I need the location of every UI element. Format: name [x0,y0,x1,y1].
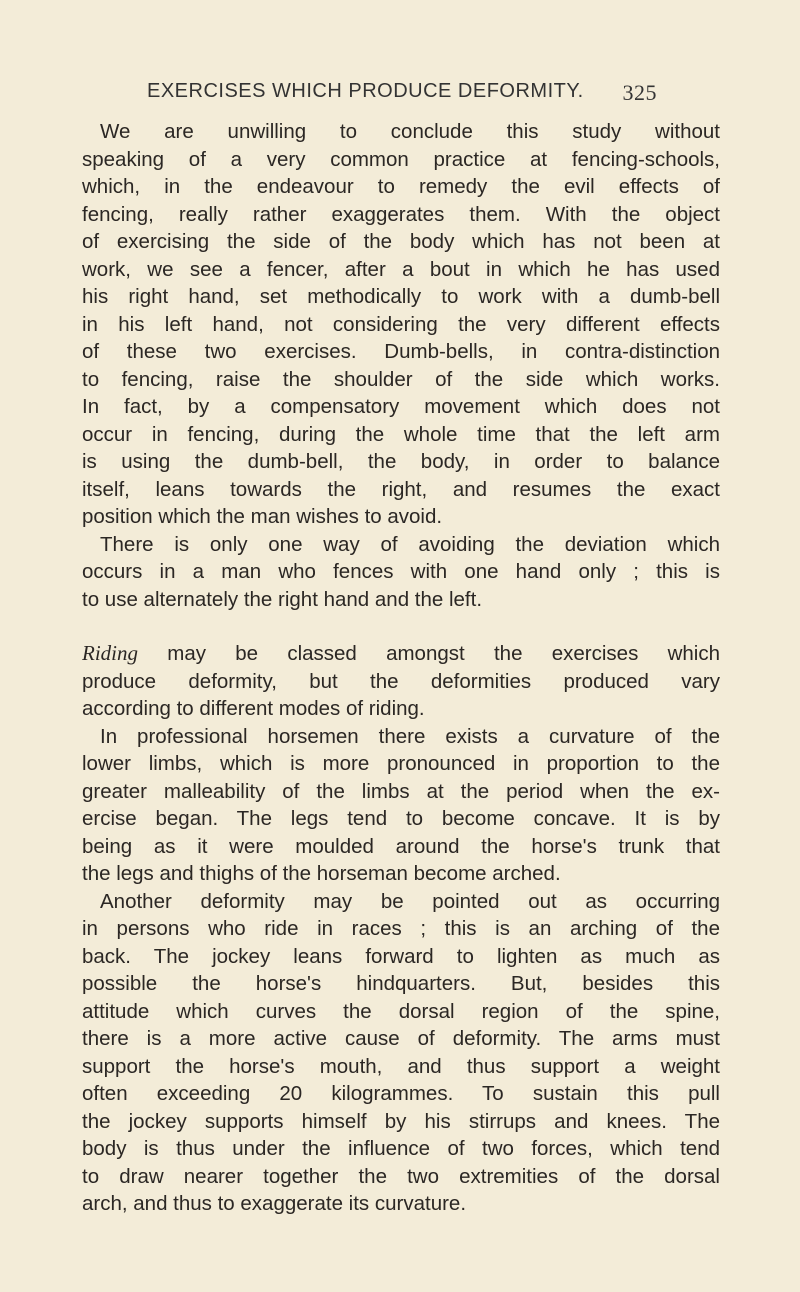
text-line: in persons who ride in races ; this is an arching of the [82,917,720,940]
text-line: the jockey supports himself by his stirrups and knees. The [82,1109,720,1133]
text-line: being as it were moulded around the horse's trunk that [82,834,720,858]
text-line: occurs in a man who fences with one hand only ; this is [82,560,720,583]
text-line: often exceeding 20 kilogrammes. To sustain this pull [82,1082,720,1105]
text-fragment: may be classed amongst the exercises which [167,642,720,665]
text-line: work, we see a fencer, after a bout in which he has used [82,257,720,281]
text-line: support the horse's mouth, and thus support a weight [82,1054,720,1078]
text-line: there is a more active cause of deformity. The arms must [82,1027,720,1050]
text-line: is using the dumb-bell, the body, in order to balance [82,450,720,473]
text-line: body is thus under the influence of two forces, which tend [82,1137,720,1160]
text-line: fencing, really rather exaggerates them. With the object [82,202,720,226]
text-line: of these two exercises. Dumb-bells, in contra-distinction [82,340,720,363]
text-line: back. The jockey leans forward to lighten as much as [82,944,720,968]
text-line: to draw nearer together the two extremities of the dorsal [82,1164,720,1188]
body-text [82,118,720,1218]
text-line: to use alternately the right hand and the left. [82,587,483,611]
text-line: In professional horsemen there exists a curvature of the [100,724,720,748]
text-line: lower limbs, which is more pronounced in proportion to the [82,752,720,775]
text-line: ercise began. The legs tend to become concave. It is by [82,807,720,830]
text-line: the legs and thighs of the horseman become arched. [82,862,561,885]
text-line: possible the horse's hindquarters. But, besides this [82,972,720,995]
text-line: his right hand, set methodically to work with a dumb-bell [82,285,720,308]
text-line: of exercising the side of the body which has not been at [82,230,720,253]
text-line [82,640,720,668]
page-number: 325 [622,80,657,105]
text-line: occur in fencing, during the whole time that the left arm [82,422,720,446]
text-line: We are unwilling to conclude this study without [100,120,720,143]
running-head [147,80,657,106]
text-line: arch, and thus to exaggerate its curvature. [82,1192,467,1215]
text-line: greater malleability of the limbs at the period when the ex- [82,779,720,803]
italic-term-riding: Riding [82,641,138,665]
paragraph-gap [82,613,720,640]
text-line: to fencing, raise the shoulder of the side which works. [82,367,720,391]
text-line: according to different modes of riding. [82,697,425,720]
text-line: which, in the endeavour to remedy the evil effects of [82,175,720,198]
text-line: Another deformity may be pointed out as occurring [100,889,720,913]
text-line: attitude which curves the dorsal region of the spine, [82,999,720,1023]
text-line: In fact, by a compensatory movement which does not [82,395,720,418]
text-line: in his left hand, not considering the very different effects [82,312,720,336]
running-head-title: EXERCISES WHICH PRODUCE DEFORMITY. [147,80,584,102]
text-line: There is only one way of avoiding the deviation which [100,532,720,556]
text-line: produce deformity, but the deformities produced vary [82,669,720,693]
text-line: itself, leans towards the right, and resumes the exact [82,477,720,501]
text-line: position which the man wishes to avoid. [82,505,443,528]
text-line: speaking of a very common practice at fencing-schools, [82,147,720,171]
